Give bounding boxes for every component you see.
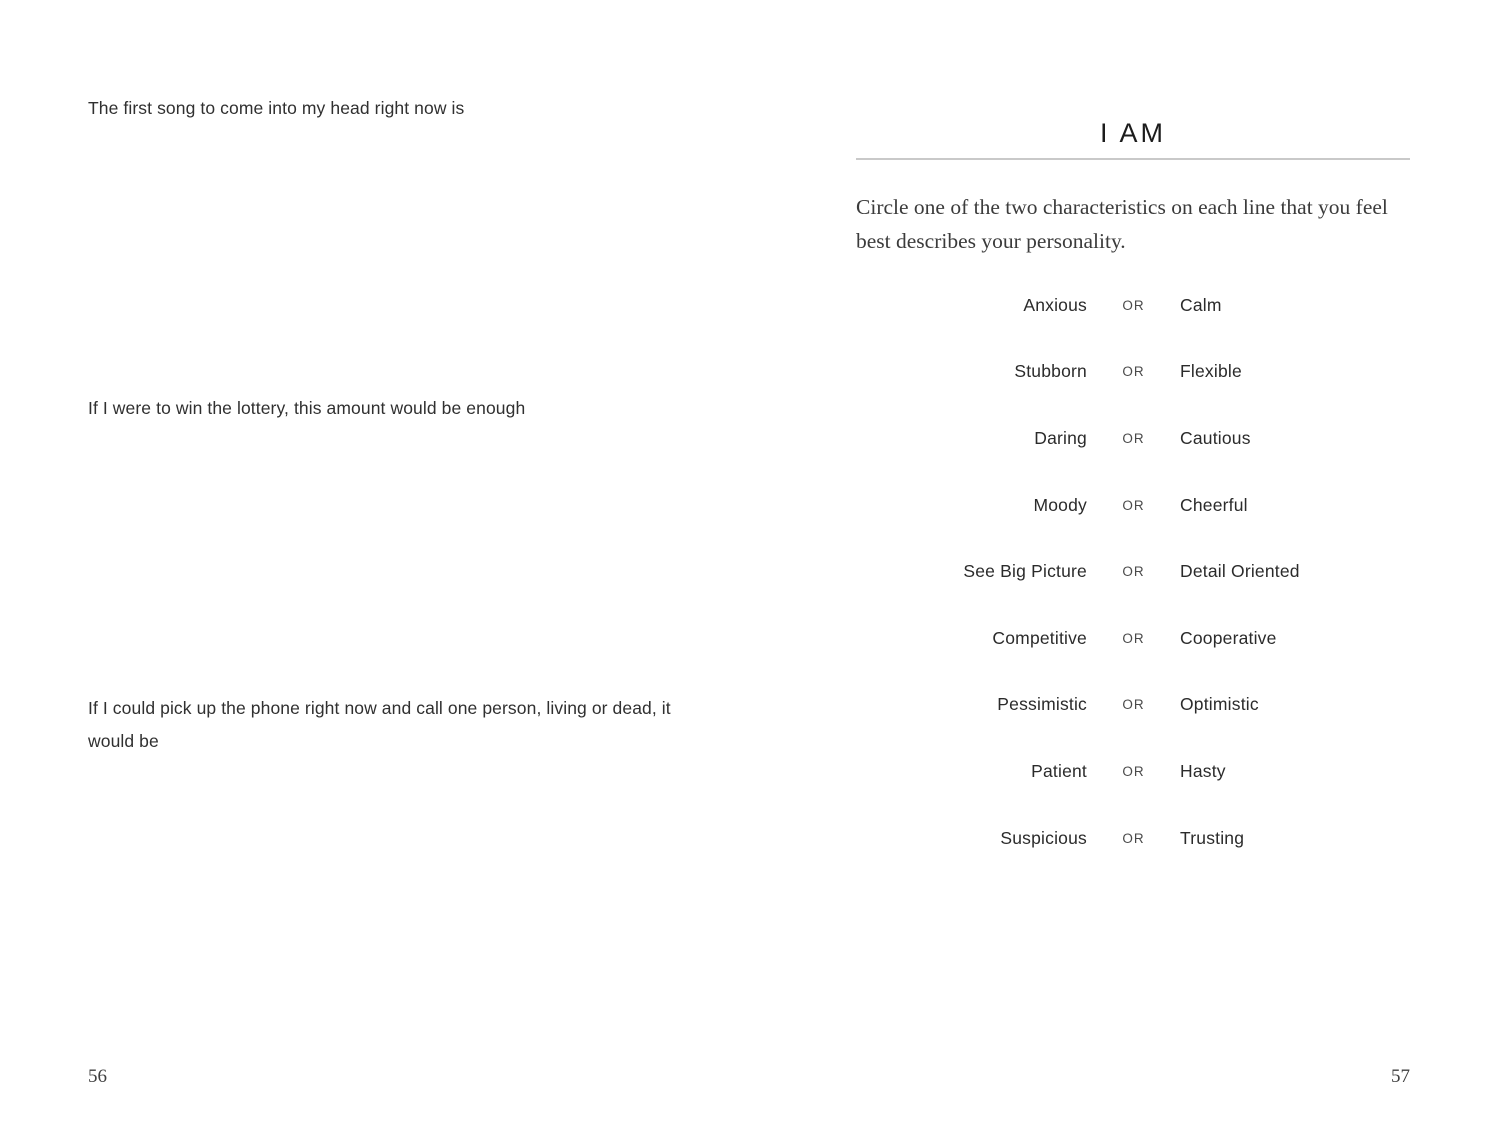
trait-option-right[interactable]: Hasty (1180, 760, 1226, 781)
trait-option-left[interactable]: Daring (1034, 427, 1087, 448)
trait-option-right[interactable]: Optimistic (1180, 694, 1259, 715)
journal-prompt-lottery: If I were to win the lottery, this amount would be enough (88, 398, 526, 418)
or-separator-label: OR (1122, 763, 1145, 779)
page-number-right: 57 (1391, 1066, 1410, 1087)
trait-pair-row (856, 538, 1410, 605)
trait-option-right[interactable]: Cautious (1180, 427, 1251, 448)
trait-option-right[interactable]: Trusting (1180, 827, 1245, 848)
trait-pairs-list (856, 272, 1410, 871)
or-separator-label: OR (1122, 364, 1145, 380)
trait-option-left[interactable]: Anxious (1023, 294, 1087, 315)
or-separator-label: OR (1122, 497, 1145, 513)
trait-option-left[interactable]: Patient (1031, 760, 1087, 781)
or-separator-label: OR (1122, 830, 1145, 846)
journal-prompt-phone-call: If I could pick up the phone right now and call one person, living or dead, it would be (88, 698, 671, 751)
trait-option-right[interactable]: Detail Oriented (1180, 561, 1300, 582)
trait-option-left[interactable]: Stubborn (1014, 361, 1087, 382)
page-number-left: 56 (88, 1066, 107, 1087)
quiz-instructions: Circle one of the two characteristics on each line that you feel best describes your personality. (856, 195, 1388, 253)
trait-option-right[interactable]: Cheerful (1180, 494, 1248, 515)
trait-pair-row (856, 472, 1410, 539)
or-separator-label: OR (1122, 630, 1145, 646)
trait-pair-row (856, 805, 1410, 872)
trait-option-left[interactable]: Moody (1033, 494, 1087, 515)
trait-option-right[interactable]: Calm (1180, 294, 1222, 315)
right-page (856, 0, 1410, 1128)
or-separator-label: OR (1122, 297, 1145, 313)
trait-option-left[interactable]: See Big Picture (963, 561, 1087, 582)
title-divider (856, 158, 1410, 160)
trait-pair-row (856, 272, 1410, 339)
or-separator-label: OR (1122, 564, 1145, 580)
or-separator-label: OR (1122, 430, 1145, 446)
trait-option-left[interactable]: Pessimistic (997, 694, 1087, 715)
trait-option-right[interactable]: Flexible (1180, 361, 1242, 382)
trait-pair-row (856, 738, 1410, 805)
trait-pair-row (856, 339, 1410, 406)
trait-option-right[interactable]: Cooperative (1180, 627, 1277, 648)
trait-pair-row (856, 405, 1410, 472)
page-title: I AM (1099, 118, 1166, 148)
or-separator-label: OR (1122, 697, 1145, 713)
trait-pair-row (856, 672, 1410, 739)
trait-pair-row (856, 605, 1410, 672)
journal-prompt-song: The first song to come into my head right now is (88, 98, 465, 118)
trait-option-left[interactable]: Suspicious (1000, 827, 1087, 848)
trait-option-left[interactable]: Competitive (992, 627, 1087, 648)
